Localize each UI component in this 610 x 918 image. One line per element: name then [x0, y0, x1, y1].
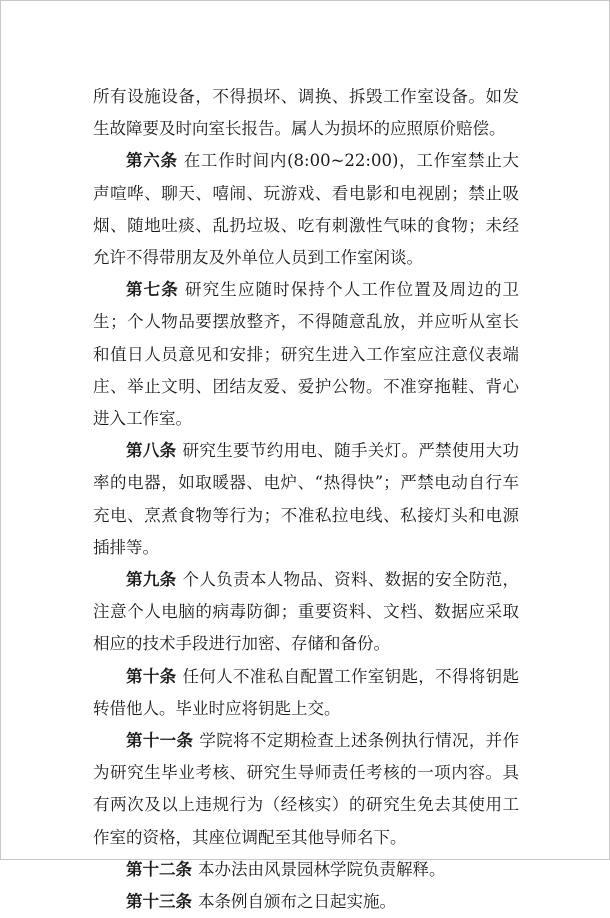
article-number: 第六条 — [126, 151, 178, 171]
article-number: 第七条 — [126, 280, 179, 300]
article-number: 第十一条 — [126, 731, 194, 751]
paragraph-text: 研究生要节约用电、随手关灯。严禁使用大功率的电器，如取暖器、电炉、“热得快”；严禁电动自行车充电、烹煮食物等行为；不准私拉电线、私接灯头和电源插排等。 — [93, 441, 520, 557]
document-body — [93, 81, 519, 918]
article-number: 第十二条 — [126, 859, 192, 879]
article-11 — [93, 725, 519, 854]
article-number: 第十三条 — [126, 892, 192, 912]
paragraph-text: 本条例自颁布之日起实施。 — [198, 892, 396, 912]
article-13 — [93, 886, 519, 918]
article-9 — [93, 564, 519, 661]
paragraph-text: 学院将不定期检查上述条例执行情况，并作为研究生毕业考核、研究生导师责任考核的一项内容。具有两次及以上违规行为（经核实）的研究生免去其使用工作室的资格，其座位调配至其他导师名下。 — [93, 731, 520, 847]
paragraph-text: 任何人不准私自配置工作室钥匙，不得将钥匙转借他人。毕业时应将钥匙上交。 — [93, 666, 520, 718]
paragraph-text: 在工作时间内(8:00~22:00)，工作室禁止大声喧哗、聊天、嘻闹、玩游戏、看电影和电视剧；禁止吸烟、随地吐痰、乱扔垃圾、吃有刺激性气味的食物；未经允许不得带朋友及外单位人员到工作室闲谈。 — [93, 151, 520, 268]
article-number: 第八条 — [126, 441, 177, 461]
article-7 — [93, 274, 519, 435]
paragraph-continuation — [93, 81, 519, 145]
article-12 — [93, 854, 519, 886]
article-8 — [93, 435, 519, 564]
article-6 — [93, 145, 519, 274]
paragraph-text: 本办法由风景园林学院负责解释。 — [198, 859, 446, 879]
article-number: 第九条 — [126, 570, 177, 590]
paragraph-text: 研究生应随时保持个人工作位置及周边的卫生；个人物品要摆放整齐，不得随意乱放，并应听从室长和值日人员意见和安排；研究生进入工作室应注意仪表端庄、举止文明、团结友爱、爱护公物。不准穿拖鞋、背心进入工作室。 — [93, 280, 520, 429]
article-10 — [93, 661, 519, 725]
paragraph-text: 个人负责本人物品、资料、数据的安全防范，注意个人电脑的病毒防御；重要资料、文档、数据应采取相应的技术手段进行加密、存储和备份。 — [93, 570, 520, 654]
article-number: 第十条 — [126, 666, 177, 686]
paragraph-text: 所有设施设备，不得损坏、调换、拆毁工作室设备。如发生故障要及时向室长报告。属人为损坏的应照原价赔偿。 — [93, 87, 519, 139]
